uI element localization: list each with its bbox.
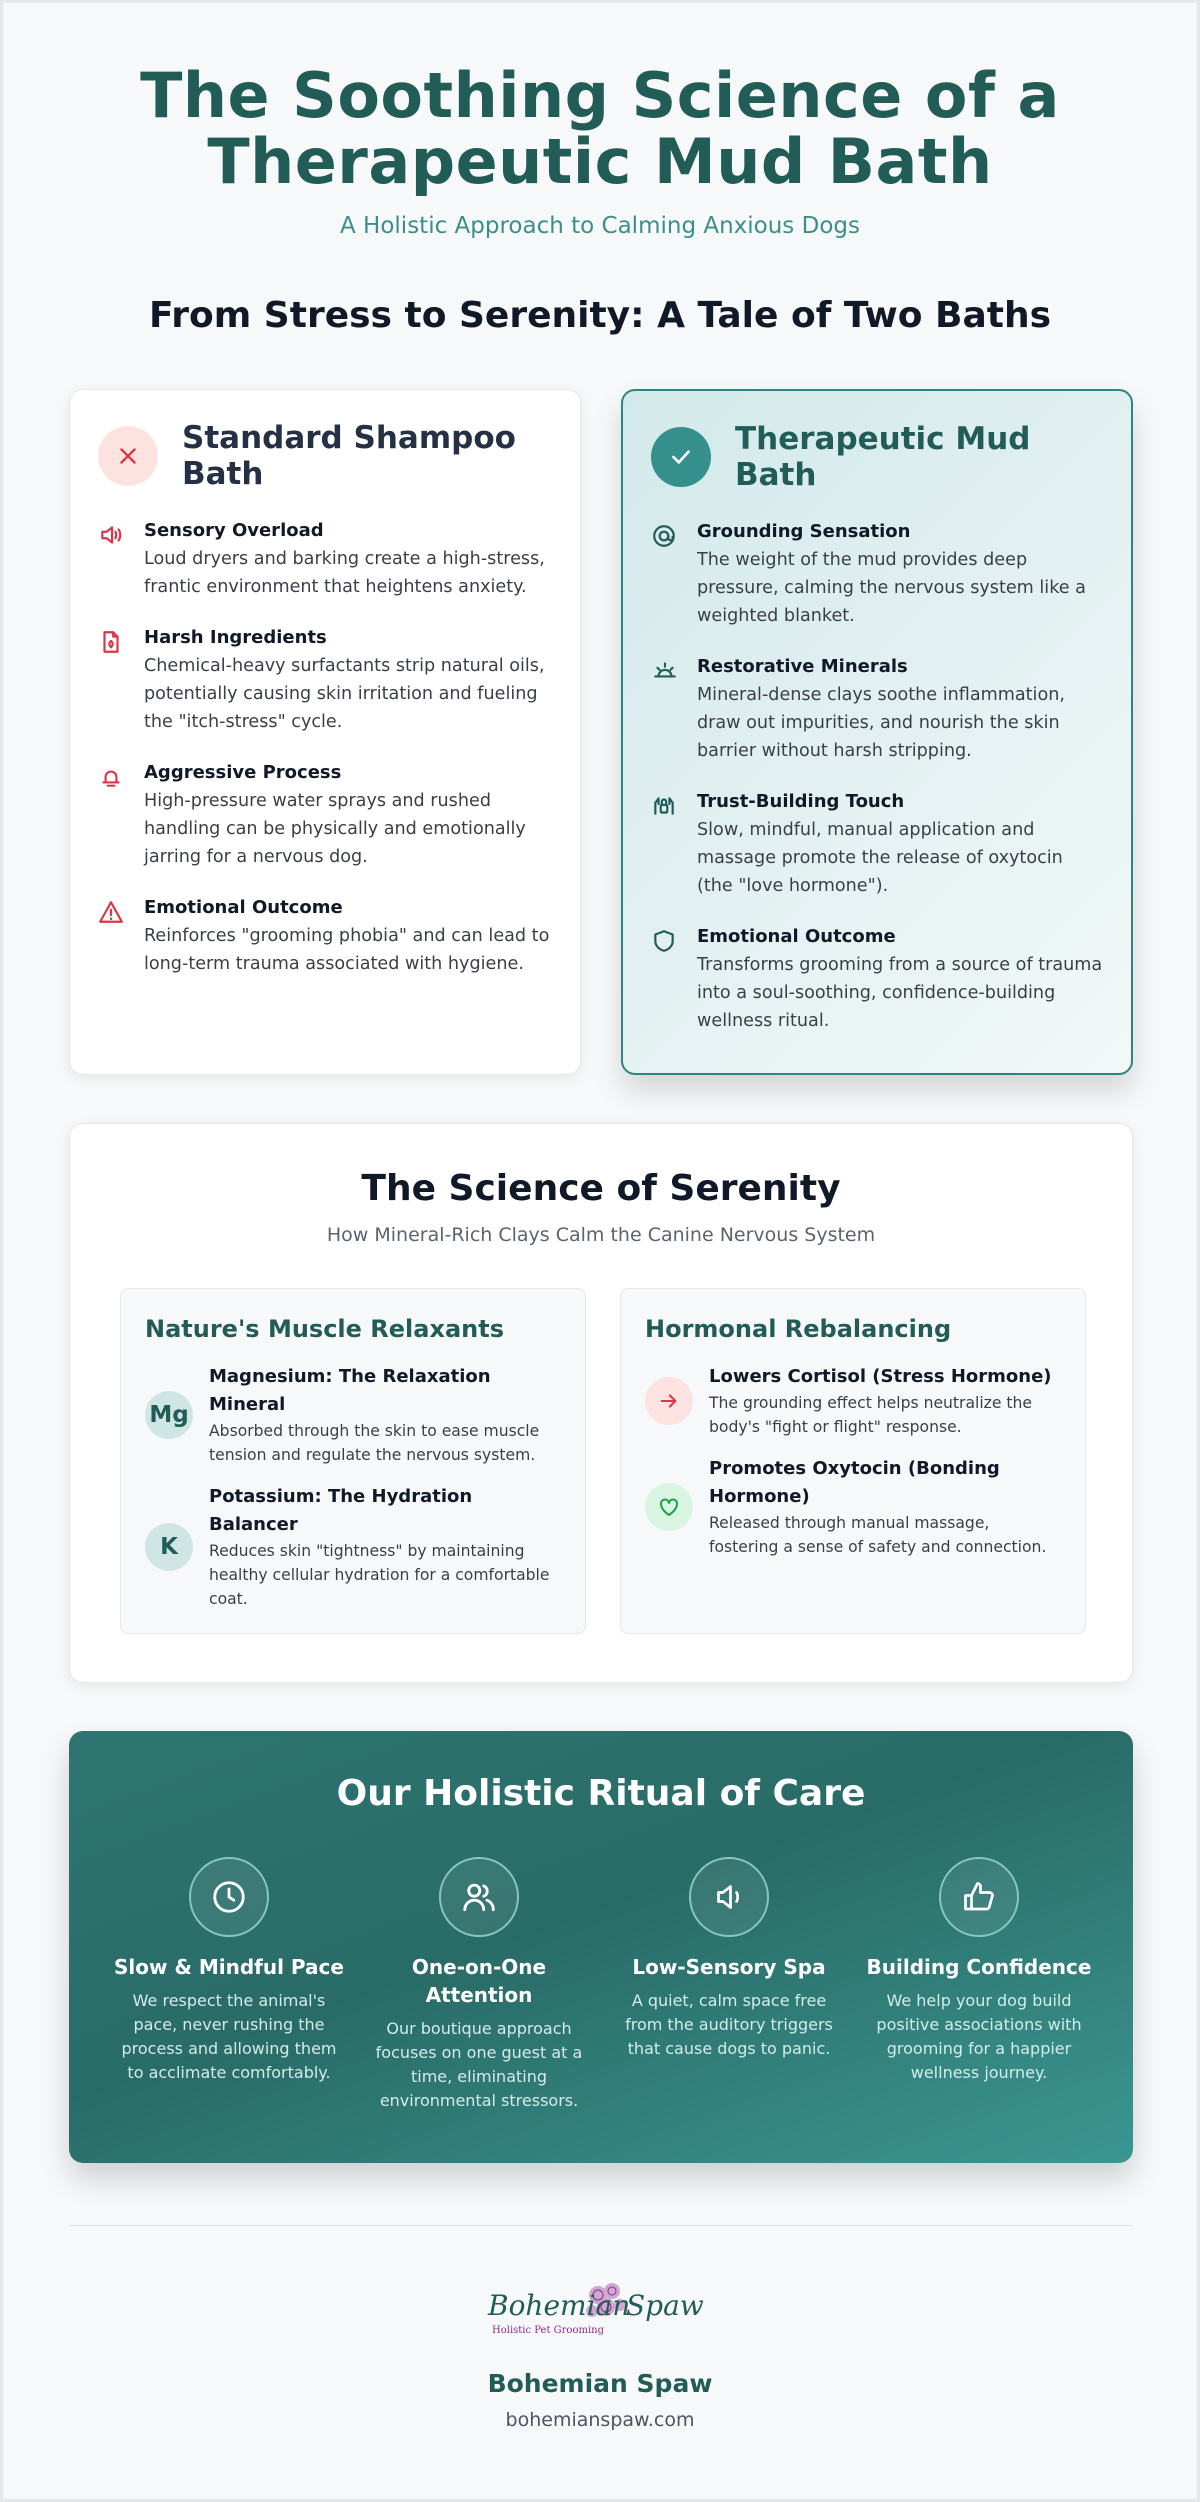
hormone-text: Released through manual massage, fostering a sense of safety and connection. — [709, 1514, 1047, 1556]
thumbs-up-icon — [939, 1857, 1019, 1937]
standard-card-title: Standard Shampoo Bath — [182, 420, 516, 492]
svg-text:Holistic Pet Grooming: Holistic Pet Grooming — [492, 2325, 604, 2336]
feature-text: Slow, mindful, manual application and massage promote the release of oxytocin (the "love hormone"). — [697, 820, 1063, 896]
mud-card-title: Therapeutic Mud Bath — [735, 421, 1031, 493]
x-icon — [98, 426, 158, 486]
mud-feature-item — [651, 656, 1103, 765]
science-title: The Science of Serenity — [361, 1168, 841, 1209]
feature-title: Grounding Sensation — [697, 521, 911, 542]
step-title: Low-Sensory Spa — [632, 1955, 826, 1979]
feature-text: Chemical-heavy surfactants strip natural oils, potentially causing skin irritation and fueling the "itch-stress" cycle. — [144, 656, 545, 732]
mineral-item — [145, 1483, 561, 1611]
standard-card-header — [98, 420, 552, 492]
ritual-step — [364, 1857, 594, 2113]
ritual-step — [614, 1857, 844, 2061]
mud-feature-item — [651, 926, 1103, 1035]
science-subtitle: How Mineral-Rich Clays Calm the Canine Nervous System — [326, 1224, 876, 1246]
svg-text:Spaw: Spaw — [626, 2289, 704, 2322]
standard-feature-item — [98, 520, 552, 601]
standard-bath-card — [69, 389, 581, 1075]
footer-url-link[interactable]: bohemianspaw.com — [505, 2409, 695, 2431]
muscle-relaxants-box — [120, 1288, 586, 1634]
mineral-text: Reduces skin "tightness" by maintaining healthy cellular hydration for a comfortable coat. — [209, 1542, 550, 1608]
feature-title: Trust-Building Touch — [697, 791, 905, 812]
feature-title: Emotional Outcome — [144, 897, 343, 918]
mud-feature-item — [651, 521, 1103, 630]
warning-icon — [98, 897, 128, 978]
feature-title: Sensory Overload — [144, 520, 324, 541]
svg-text:Bohemian: Bohemian — [488, 2289, 631, 2322]
step-title: Slow & Mindful Pace — [114, 1955, 344, 1979]
heart-icon — [645, 1483, 693, 1531]
muscle-relaxants-title: Nature's Muscle Relaxants — [145, 1315, 504, 1343]
feature-title: Emotional Outcome — [697, 926, 896, 947]
users-icon — [439, 1857, 519, 1937]
grounding-icon — [651, 521, 681, 630]
clock-icon — [189, 1857, 269, 1937]
comparison-title: From Stress to Serenity: A Tale of Two Baths — [148, 295, 1052, 336]
shield-icon — [651, 926, 681, 1035]
hormone-text: The grounding effect helps neutralize the body's "fight or flight" response. — [709, 1394, 1032, 1436]
page-title-line-1: The Soothing Science of a — [140, 59, 1060, 132]
brand-logo — [480, 2273, 720, 2343]
footer-brand-name: Bohemian Spaw — [487, 2369, 713, 2398]
feature-text: Mineral-dense clays soothe inflammation, draw out impurities, and nourish the skin barrier without harsh stripping. — [697, 685, 1065, 761]
step-text: Our boutique approach focuses on one guest at a time, eliminating environmental stressors. — [375, 2019, 583, 2110]
hormone-item — [645, 1455, 1061, 1559]
standard-feature-item — [98, 762, 552, 871]
hormonal-rebalancing-title: Hormonal Rebalancing — [645, 1315, 952, 1343]
standard-feature-item — [98, 897, 552, 978]
feature-text: Transforms grooming from a source of trauma into a soul-soothing, confidence-building wellness ritual. — [697, 955, 1103, 1031]
step-text: We help your dog build positive associations with grooming for a happier wellness journey. — [876, 1991, 1082, 2082]
step-title: Building Confidence — [866, 1955, 1092, 1979]
step-text: A quiet, calm space free from the auditory triggers that cause dogs to panic. — [625, 1991, 833, 2058]
feature-title: Harsh Ingredients — [144, 627, 327, 648]
chemical-bottle-icon — [98, 627, 128, 736]
hormone-item — [645, 1363, 1061, 1439]
ritual-step — [864, 1857, 1094, 2085]
speaker-loud-icon — [98, 520, 128, 601]
step-title: One-on-One Attention — [411, 1955, 547, 2007]
arrow-right-icon — [645, 1377, 693, 1425]
page-title-line-2: Therapeutic Mud Bath — [207, 125, 993, 198]
feature-title: Aggressive Process — [144, 762, 342, 783]
hormone-title: Lowers Cortisol (Stress Hormone) — [709, 1366, 1052, 1387]
feature-text: Loud dryers and barking create a high-stress, frantic environment that heightens anxiety. — [144, 549, 545, 597]
potassium-badge: K — [145, 1523, 193, 1571]
hormonal-rebalancing-box — [620, 1288, 1086, 1634]
hormone-title: Promotes Oxytocin (Bonding Hormone) — [709, 1458, 1000, 1507]
feature-text: Reinforces "grooming phobia" and can lead to long-term trauma associated with hygiene. — [144, 926, 550, 974]
feature-title: Restorative Minerals — [697, 656, 908, 677]
alarm-icon — [98, 762, 128, 871]
mud-card-header — [651, 421, 1103, 493]
footer-divider — [69, 2225, 1133, 2226]
page-subtitle: A Holistic Approach to Calming Anxious Dogs — [340, 213, 860, 239]
mineral-title: Magnesium: The Relaxation Mineral — [209, 1366, 491, 1415]
hero — [3, 59, 1197, 239]
magnesium-badge: Mg — [145, 1391, 193, 1439]
mud-feature-item — [651, 791, 1103, 900]
mineral-sunrise-icon — [651, 656, 681, 765]
hands-icon — [651, 791, 681, 900]
ritual-title: Our Holistic Ritual of Care — [336, 1773, 866, 1814]
step-text: We respect the animal's pace, never rushing the process and allowing them to acclimate comfortably. — [121, 1991, 337, 2082]
mineral-text: Absorbed through the skin to ease muscle tension and regulate the nervous system. — [209, 1422, 540, 1464]
page-title — [3, 59, 1197, 198]
page — [3, 3, 1197, 2499]
standard-feature-item — [98, 627, 552, 736]
science-section — [69, 1123, 1133, 1683]
feature-text: High-pressure water sprays and rushed handling can be physically and emotionally jarring for a nervous dog. — [144, 791, 526, 867]
mud-bath-card — [621, 389, 1133, 1075]
speaker-low-icon — [689, 1857, 769, 1937]
mineral-title: Potassium: The Hydration Balancer — [209, 1486, 473, 1535]
feature-text: The weight of the mud provides deep pressure, calming the nervous system like a weighted blanket. — [697, 550, 1086, 626]
ritual-section — [69, 1731, 1133, 2163]
mineral-item — [145, 1363, 561, 1467]
check-icon — [651, 427, 711, 487]
ritual-step — [114, 1857, 344, 2085]
